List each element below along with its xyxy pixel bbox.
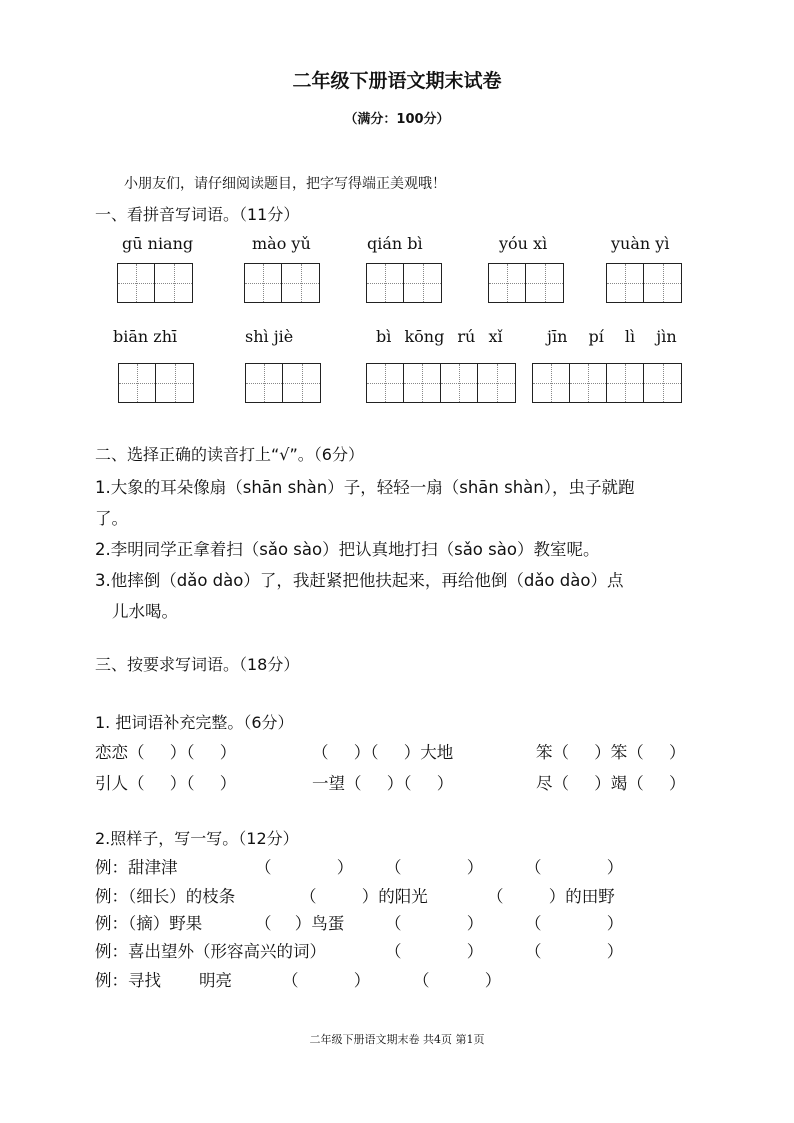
score-note: （满分：100分） bbox=[344, 112, 450, 127]
example-label: 例：（细长）的枝条 bbox=[95, 887, 236, 906]
pinyin-item: yóu xì bbox=[499, 234, 548, 253]
question-text: 2.李明同学正拿着扫（sǎo sào）把认真地打扫（sǎo sào）教室呢。 bbox=[95, 540, 600, 559]
writing-grid[interactable] bbox=[366, 363, 516, 403]
answer-blank: （ ）的田野 bbox=[487, 887, 615, 906]
part1-heading: 1. 把词语补充完整。（6分） bbox=[95, 713, 294, 732]
pinyin-item: yuàn yì bbox=[611, 234, 670, 253]
fill-item: 尽（ ）竭（ ） bbox=[536, 774, 686, 793]
pinyin-item: biān zhī bbox=[113, 327, 178, 346]
answer-blank: （ ） bbox=[413, 971, 502, 990]
question-text: 1.大象的耳朵像扇（shān shàn）子，轻轻一扇（shān shàn），虫子就跑 bbox=[95, 478, 635, 497]
example-label: 例：寻找 bbox=[95, 971, 161, 990]
section2-heading: 二、选择正确的读音打上“√”。（6分） bbox=[95, 445, 364, 464]
pinyin-item: mào yǔ bbox=[252, 234, 311, 253]
answer-blank: （ ）的阳光 bbox=[300, 887, 428, 906]
writing-grid[interactable] bbox=[532, 363, 682, 403]
pinyin-item: qián bì bbox=[367, 234, 423, 253]
question-text: 儿水喝。 bbox=[112, 602, 178, 621]
question-text: 了。 bbox=[95, 509, 128, 528]
answer-blank: （ ）鸟蛋 bbox=[255, 914, 345, 933]
example-label: 例：（摘）野果 bbox=[95, 914, 203, 933]
instructions: 小朋友们，请仔细阅读题目，把字写得端正美观哦！ bbox=[124, 176, 446, 192]
example-label: 明亮 bbox=[199, 971, 232, 990]
fill-item: （ ）（ ）大地 bbox=[312, 743, 454, 762]
answer-blank: （ ） bbox=[255, 858, 354, 877]
section3-heading: 三、按要求写词语。（18分） bbox=[95, 655, 300, 674]
answer-blank: （ ） bbox=[385, 942, 484, 961]
fill-item: 一望（ ）（ ） bbox=[312, 774, 454, 793]
writing-grid[interactable] bbox=[366, 263, 442, 303]
answer-blank: （ ） bbox=[525, 914, 624, 933]
page-footer: 二年级下册语文期末卷 共4页 第1页 bbox=[309, 1033, 485, 1046]
fill-item: 笨（ ）笨（ ） bbox=[536, 743, 686, 762]
pinyin-item: shì jiè bbox=[245, 327, 294, 346]
part2-heading: 2.照样子，写一写。（12分） bbox=[95, 829, 299, 848]
answer-blank: （ ） bbox=[385, 914, 484, 933]
answer-blank: （ ） bbox=[525, 942, 624, 961]
answer-blank: （ ） bbox=[385, 858, 484, 877]
writing-grid[interactable] bbox=[245, 363, 321, 403]
writing-grid[interactable] bbox=[488, 263, 564, 303]
pinyin-item: jīn pí lì jìn bbox=[547, 327, 677, 346]
writing-grid[interactable] bbox=[118, 363, 194, 403]
writing-grid[interactable] bbox=[244, 263, 320, 303]
pinyin-item: bì kōng rú xǐ bbox=[376, 327, 503, 346]
fill-item: 恋恋（ ）（ ） bbox=[95, 743, 237, 762]
writing-grid[interactable] bbox=[117, 263, 193, 303]
pinyin-item: gū niang bbox=[122, 234, 194, 253]
answer-blank: （ ） bbox=[282, 971, 371, 990]
question-text: 3.他摔倒（dǎo dào）了，我赶紧把他扶起来，再给他倒（dǎo dào）点 bbox=[95, 571, 624, 590]
writing-grid[interactable] bbox=[606, 263, 682, 303]
section1-heading: 一、看拼音写词语。（11分） bbox=[95, 205, 300, 224]
fill-item: 引人（ ）（ ） bbox=[95, 774, 237, 793]
answer-blank: （ ） bbox=[525, 858, 624, 877]
example-label: 例：甜津津 bbox=[95, 858, 178, 877]
page-title: 二年级下册语文期末试卷 bbox=[292, 70, 502, 92]
example-label: 例：喜出望外（形容高兴的词） bbox=[95, 942, 326, 961]
